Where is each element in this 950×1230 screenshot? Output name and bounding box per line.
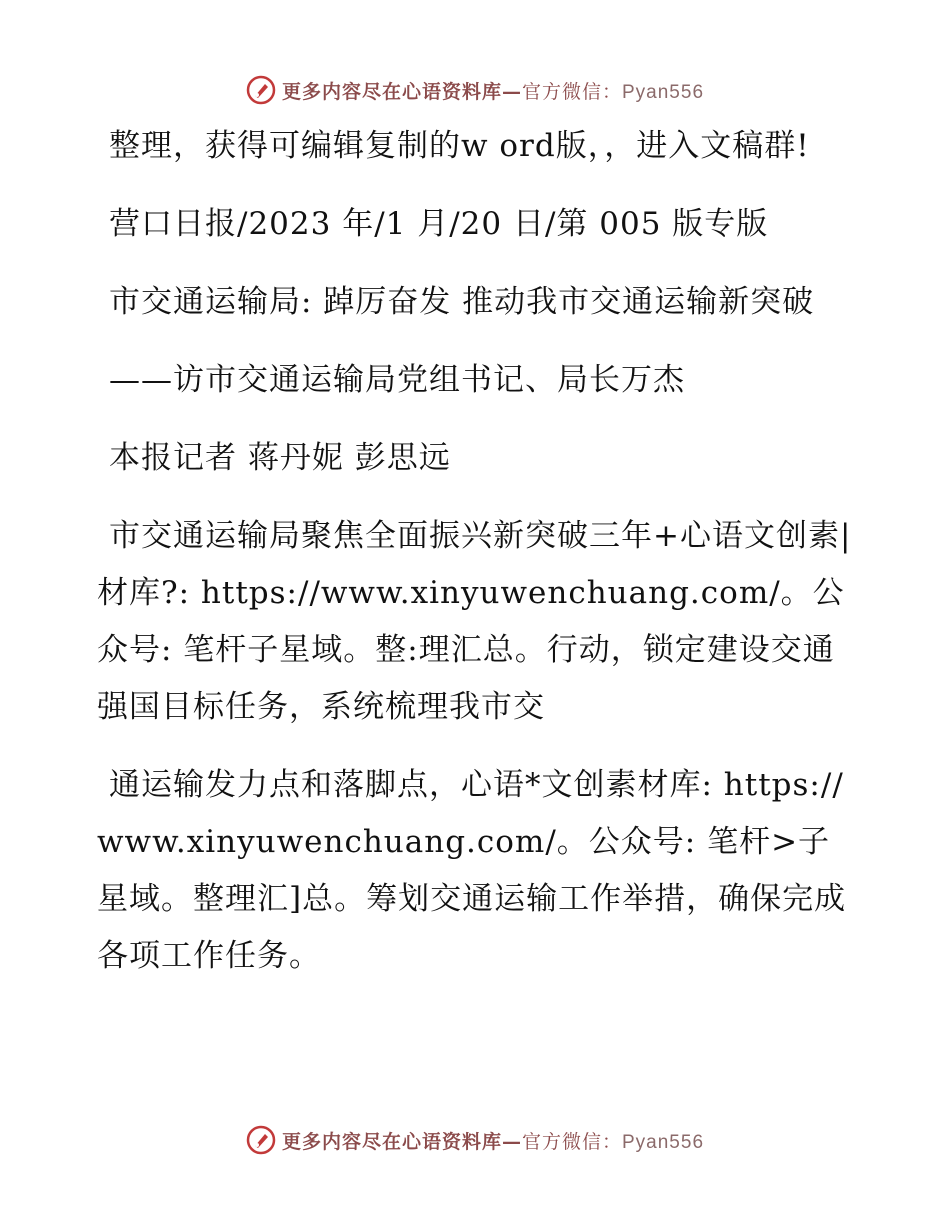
body-paragraph: 通运输发力点和落脚点，心语*文创素材库: https://www.xinyuwenchuang.com/。公众号: 笔杆>子星域。整理汇]总。筹划交通运输工作举措，确保完成各项工作任务。 [97, 767, 847, 974]
intro-paragraph: 整理，获得可编辑复制的w ord版，，进入文稿群! [109, 128, 810, 164]
article-title: 市交通运输局: 踔厉奋发 推动我市交通运输新突破 [109, 284, 815, 320]
footer-banner [0, 1120, 950, 1160]
publication-info: 营口日报/2023 年/1 月/20 日/第 005 版专版 [109, 206, 769, 242]
document-body [97, 118, 857, 985]
header-banner-text: 更多内容尽在心语资料库—官方微信：Pyan556 [281, 80, 705, 103]
body-paragraph: 市交通运输局聚焦全面振兴新突破三年+心语文创素|材库?: https://www.xinyuwenchuang.com/。公众号: 笔杆子星域。整:理汇总。行动，锁定建设交通强国目标任务，系统梳理我市交 [97, 518, 852, 725]
pen-nib-logo-icon [246, 75, 276, 105]
footer-banner-text: 更多内容尽在心语资料库—官方微信：Pyan556 [281, 1130, 705, 1153]
pen-nib-logo-icon [246, 1125, 276, 1155]
byline: 本报记者 蒋丹妮 彭思远 [109, 440, 451, 476]
header-banner [0, 70, 950, 110]
article-subtitle: ——访市交通运输局党组书记、局长万杰 [109, 362, 685, 398]
